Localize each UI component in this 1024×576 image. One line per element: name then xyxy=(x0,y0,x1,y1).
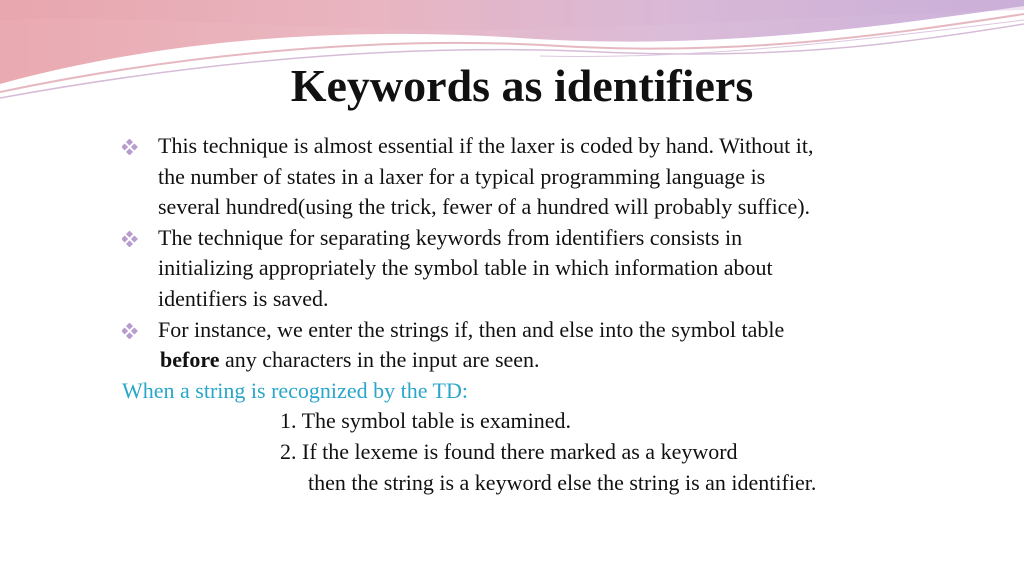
step-1: 1. The symbol table is examined. xyxy=(280,408,572,434)
bullet-line-rest: any characters in the input are seen. xyxy=(219,347,540,373)
diamond-bullet-icon xyxy=(122,139,138,155)
bullet-line: several hundred(using the trick, fewer of a hundred will probably suffice). xyxy=(158,194,811,220)
bullet-line xyxy=(158,345,1002,376)
bullet-line: identifiers is saved. xyxy=(158,285,329,311)
bullet-line: the number of states in a laxer for a typical programming language is xyxy=(158,163,766,189)
bullet-line: For instance, we enter the strings if, then and else into the symbol table xyxy=(158,316,785,342)
bullet-item-1 xyxy=(122,131,1002,223)
highlight-line: When a string is recognized by the TD: xyxy=(122,377,468,403)
slide-title: Keywords as identifiers xyxy=(290,60,754,111)
bullet-item-2 xyxy=(122,223,1002,315)
bullet-line: initializing appropriately the symbol table in which information about xyxy=(158,255,773,281)
diamond-bullet-icon xyxy=(122,323,138,339)
bullet-line: This technique is almost essential if the laxer is coded by hand. Without it, xyxy=(158,133,814,158)
diamond-bullet-icon xyxy=(122,231,138,247)
step-2: 2. If the lexeme is found there marked as a keyword xyxy=(280,438,738,464)
slide-body xyxy=(122,131,1002,498)
bold-word: before xyxy=(160,347,220,373)
bullet-line: The technique for separating keywords from identifiers consists in xyxy=(158,224,743,250)
step-2-continuation: then the string is a keyword else the string is an identifier. xyxy=(308,469,817,495)
bullet-item-3 xyxy=(122,315,1002,376)
